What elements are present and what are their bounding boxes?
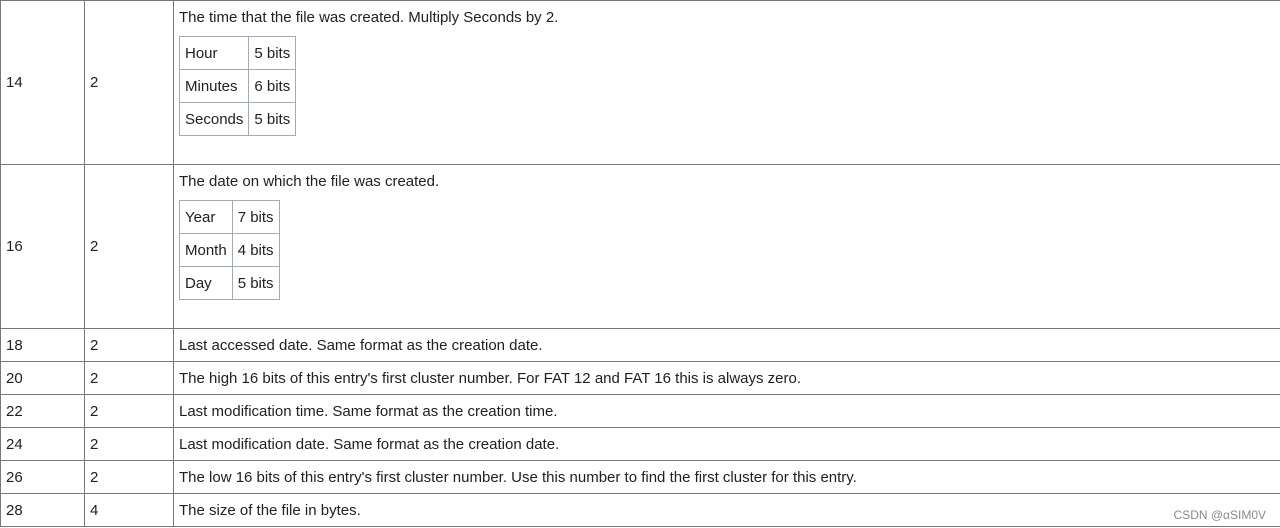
size-cell: 2: [85, 362, 174, 395]
size-cell: 2: [85, 461, 174, 494]
offset-cell: 18: [1, 329, 85, 362]
field-name: Hour: [180, 37, 249, 70]
field-bits: 6 bits: [249, 70, 296, 103]
size-cell: 2: [85, 395, 174, 428]
inner-row: [180, 37, 296, 70]
offset-cell: 28: [1, 494, 85, 527]
field-bits: 7 bits: [232, 201, 279, 234]
description-text: The time that the file was created. Multiply Seconds by 2.: [179, 9, 559, 26]
field-name: Minutes: [180, 70, 249, 103]
date-format-table: [179, 200, 280, 300]
offset-cell: 22: [1, 395, 85, 428]
offset-cell: 24: [1, 428, 85, 461]
offset-cell: 16: [1, 165, 85, 329]
description-text: The date on which the file was created.: [179, 173, 440, 190]
field-name: Year: [180, 201, 233, 234]
inner-row: [180, 267, 280, 300]
description-cell: Last modification date. Same format as the creation date.: [174, 428, 1280, 461]
watermark: CSDN @αSIM0V: [1173, 508, 1266, 522]
field-name: Month: [180, 234, 233, 267]
inner-row: [180, 234, 280, 267]
description-cell: Last accessed date. Same format as the creation date.: [174, 329, 1280, 362]
description-cell: [174, 165, 1280, 329]
inner-row: [180, 70, 296, 103]
table-row: [1, 1, 1280, 165]
offset-cell: 14: [1, 1, 85, 165]
table-row: [1, 362, 1280, 395]
table-row: [1, 494, 1280, 527]
inner-row: [180, 103, 296, 136]
description-cell: The low 16 bits of this entry's first cluster number. Use this number to find the first cluster for this entry.: [174, 461, 1280, 494]
field-bits: 4 bits: [232, 234, 279, 267]
table-row: [1, 428, 1280, 461]
description-cell: Last modification time. Same format as the creation time.: [174, 395, 1280, 428]
field-bits: 5 bits: [249, 37, 296, 70]
offset-cell: 20: [1, 362, 85, 395]
field-bits: 5 bits: [249, 103, 296, 136]
size-cell: 2: [85, 1, 174, 165]
size-cell: 2: [85, 165, 174, 329]
size-cell: 2: [85, 428, 174, 461]
size-cell: 2: [85, 329, 174, 362]
table-row: [1, 165, 1280, 329]
field-name: Seconds: [180, 103, 249, 136]
description-cell: The size of the file in bytes.: [174, 494, 1280, 527]
description-cell: The high 16 bits of this entry's first cluster number. For FAT 12 and FAT 16 this is always zero.: [174, 362, 1280, 395]
description-cell: [174, 1, 1280, 165]
table-row: [1, 395, 1280, 428]
time-format-table: [179, 36, 296, 136]
size-cell: 4: [85, 494, 174, 527]
field-name: Day: [180, 267, 233, 300]
offset-cell: 26: [1, 461, 85, 494]
inner-row: [180, 201, 280, 234]
table-row: [1, 329, 1280, 362]
field-bits: 5 bits: [232, 267, 279, 300]
table-row: [1, 461, 1280, 494]
